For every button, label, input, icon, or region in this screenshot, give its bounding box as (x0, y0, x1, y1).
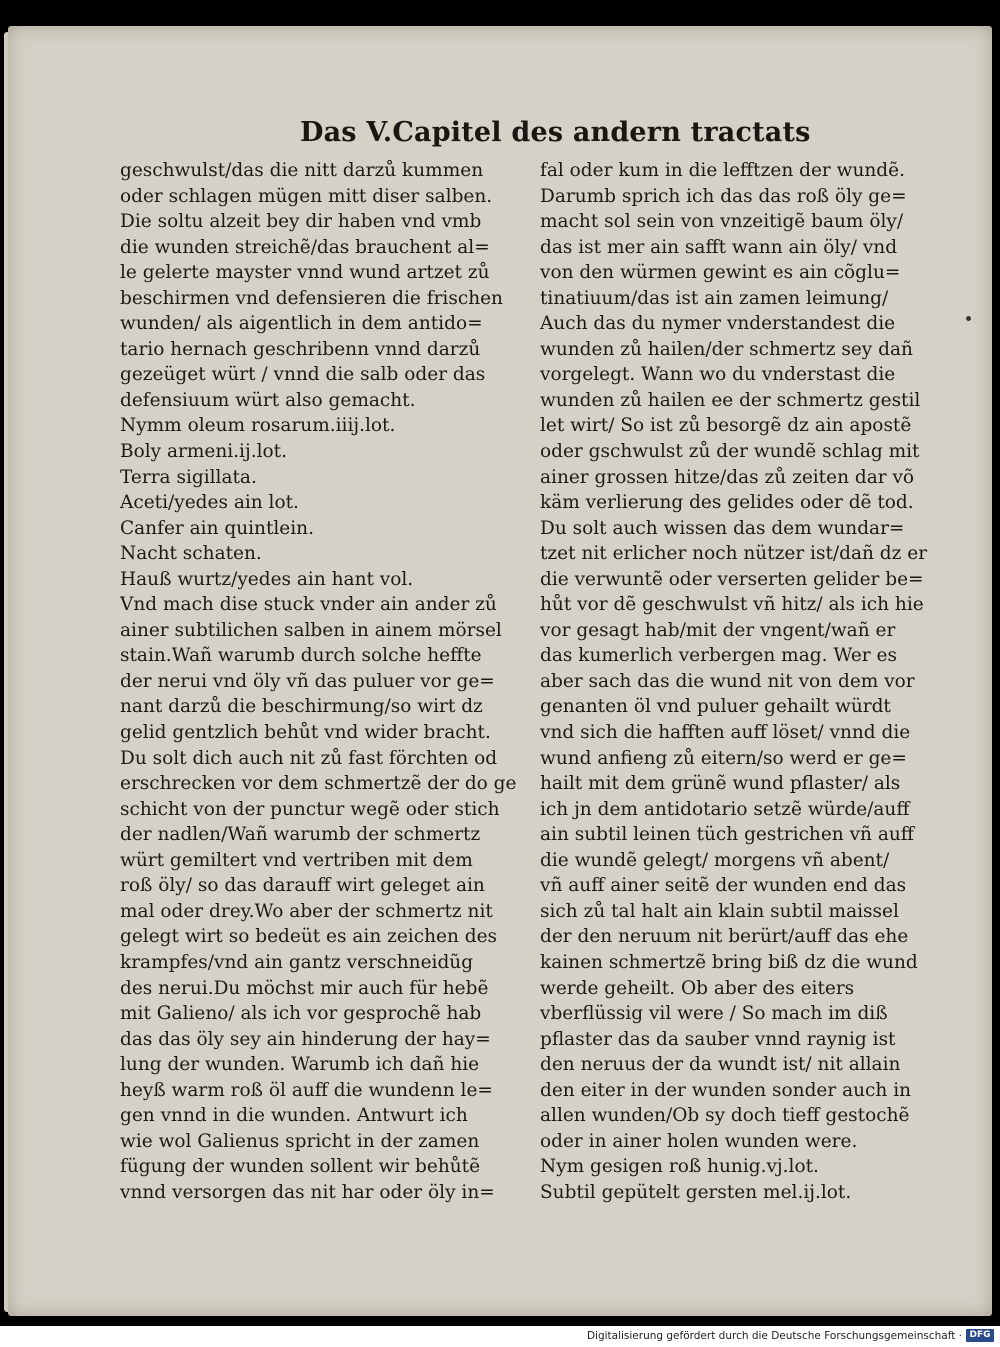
text-line: werde geheilt. Ob aber des eiters (540, 977, 855, 999)
text-line: Du solt dich auch nit zů fast förchten od (120, 747, 498, 769)
footer-credit: Digitalisierung gefördert durch die Deutsche Forschungsgemeinschaft · (586, 1330, 962, 1342)
text-line: oder in ainer holen wunden were. (540, 1130, 858, 1152)
text-line: hailt mit dem grünẽ wund pflaster/ als (540, 773, 901, 795)
text-line: vberflüssig vil were / So mach im diß (540, 1003, 888, 1025)
text-line: ich jn dem antidotario setzẽ würde/auff (540, 798, 910, 820)
dfg-logo: DFG (966, 1329, 994, 1342)
text-line: des nerui.Du möchst mir auch für hebẽ (120, 977, 489, 999)
text-line: oder schlagen mügen mitt diser salben. (120, 185, 493, 207)
text-line: mal oder drey.Wo aber der schmertz nit (120, 900, 493, 922)
text-line: hůt vor dẽ geschwulst vñ hitz/ als ich hie (540, 594, 924, 616)
text-line: nant darzů die beschirmung/so wirt dz (120, 696, 483, 718)
text-line: Du solt auch wissen das dem wundar= (540, 517, 905, 539)
text-line: lung der wunden. Warumb ich dañ hie (120, 1054, 480, 1076)
text-line: roß öly/ so das darauff wirt geleget ain (120, 875, 485, 897)
text-line: wunden zů hailen ee der schmertz gestil (540, 389, 921, 411)
margin-mark (966, 316, 971, 321)
text-line: sich zů tal halt ain klain subtil maissel (540, 900, 899, 922)
text-line: vnd sich die hafften auff löset/ vnnd die (540, 722, 911, 744)
text-line: beschirmen vnd defensieren die frischen (120, 287, 503, 309)
text-line: geschwulst/das die nitt darzů kummen (120, 160, 484, 181)
text-line: Hauß wurtz/yedes ain hant vol. (120, 568, 414, 590)
text-line: pflaster das da sauber vnnd raynig ist (540, 1028, 896, 1050)
text-line: heyß warm roß öl auff die wundenn le= (120, 1079, 493, 1101)
text-line: Nymm oleum rosarum.iiij.lot. (120, 415, 396, 437)
text-line: von den würmen gewint es ain cõglu= (540, 262, 901, 284)
right-text-column (540, 158, 940, 1205)
text-line: schicht von der punctur wegẽ oder stich (120, 798, 500, 820)
footer-bar (0, 1326, 1000, 1347)
text-line: gezeüget würt / vnnd die salb oder das (120, 364, 486, 386)
text-line: vñ auff ainer seitẽ der wunden end das (540, 875, 907, 897)
text-line: würt gemiltert vnd vertriben mit dem (120, 849, 473, 871)
text-line: Auch das du nymer vnderstandest die (540, 313, 896, 335)
text-line: oder gschwulst zů der wundẽ schlag mit (540, 441, 920, 463)
text-line: let wirt/ So ist zů besorgẽ dz ain apostẽ (540, 415, 912, 437)
text-line: die wundẽ gelegt/ morgens vñ abent/ (540, 849, 890, 871)
text-line: Subtil gepütelt gersten mel.ij.lot. (540, 1181, 852, 1203)
text-line: der nerui vnd öly vñ das puluer vor ge= (120, 670, 495, 692)
text-line: der nadlen/Wañ warumb der schmertz (120, 824, 481, 846)
text-line: allen wunden/Ob sy doch tieff gestochẽ (540, 1105, 910, 1127)
text-line: den neruus der da wundt ist/ nit allain (540, 1054, 901, 1076)
text-line: kainen schmertzẽ bring biß dz die wund (540, 951, 918, 973)
text-line: das das öly sey ain hinderung der hay= (120, 1028, 491, 1050)
text-line: tinatiuum/das ist ain zamen leimung/ (540, 287, 889, 309)
text-line: die wunden streichẽ/das brauchent al= (120, 236, 490, 258)
text-line: aber sach das die wund nit von dem vor (540, 670, 915, 692)
text-line: der den neruum nit berürt/auff das ehe (540, 926, 909, 948)
text-line: vorgelegt. Wann wo du vnderstast die (540, 364, 896, 386)
text-line: wunden/ als aigentlich in dem antido= (120, 313, 483, 335)
text-line: tario hernach geschribenn vnnd darzů (120, 338, 481, 360)
running-head: Das V.Capitel des andern tractats (300, 117, 811, 148)
text-line: ainer subtilichen salben in ainem mörsel (120, 619, 502, 641)
text-line: ainer grossen hitze/das zů zeiten dar võ (540, 466, 915, 488)
text-line: Boly armeni.ij.lot. (120, 441, 287, 463)
text-line: das kumerlich verbergen mag. Wer es (540, 645, 897, 667)
text-line: stain.Wañ warumb durch solche heffte (120, 645, 482, 667)
text-line: tzet nit erlicher noch nützer ist/dañ dz er (540, 543, 928, 565)
text-line: käm verlierung des gelides oder dẽ tod. (540, 492, 914, 514)
text-line: wie wol Galienus spricht in der zamen (120, 1130, 480, 1152)
text-line: wunden zů hailen/der schmertz sey dañ (540, 338, 913, 360)
text-line: ain subtil leinen tüch gestrichen vñ auff (540, 824, 914, 846)
text-line: Canfer ain quintlein. (120, 517, 314, 539)
text-line: mit Galieno/ als ich vor gesprochẽ hab (120, 1003, 482, 1025)
left-text-column (120, 158, 530, 1205)
text-line: gen vnnd in die wunden. Antwurt ich (120, 1105, 468, 1127)
text-line: macht sol sein von vnzeitigẽ baum öly/ (540, 211, 904, 233)
text-line: le gelerte mayster vnnd wund artzet zů (120, 262, 490, 284)
text-line: vor gesagt hab/mit der vngent/wañ er (540, 619, 896, 641)
text-line: genanten öl vnd puluer gehailt würdt (540, 696, 891, 718)
text-line: defensiuum würt also gemacht. (120, 389, 416, 411)
text-line: den eiter in der wunden sonder auch in (540, 1079, 912, 1101)
text-line: Die soltu alzeit bey dir haben vnd vmb (120, 211, 482, 233)
text-line: fügung der wunden sollent wir behůtẽ (120, 1156, 481, 1178)
text-line: Nacht schaten. (120, 543, 262, 565)
text-line: krampfes/vnd ain gantz verschneidũg (120, 951, 474, 973)
text-line: Aceti/yedes ain lot. (120, 492, 299, 514)
text-line: erschrecken vor dem schmertzẽ der do ge (120, 773, 517, 795)
text-line: vnnd versorgen das nit har oder öly in= (120, 1181, 495, 1203)
text-line: gelid gentzlich behůt vnd wider bracht. (120, 722, 491, 744)
text-line: Nym gesigen roß hunig.vj.lot. (540, 1156, 819, 1178)
text-line: gelegt wirt so bedeüt es ain zeichen des (120, 926, 498, 948)
text-line: das ist mer ain safft wann ain öly/ vnd (540, 236, 898, 258)
text-line: fal oder kum in die lefftzen der wundẽ. (540, 160, 905, 181)
text-line: die verwuntẽ oder verserten gelider be= (540, 568, 924, 590)
text-line: wund anfieng zů eitern/so werd er ge= (540, 747, 907, 769)
text-line: Terra sigillata. (120, 466, 257, 488)
text-line: Vnd mach dise stuck vnder ain ander zů (120, 594, 497, 616)
text-line: Darumb sprich ich das das roß öly ge= (540, 185, 907, 207)
